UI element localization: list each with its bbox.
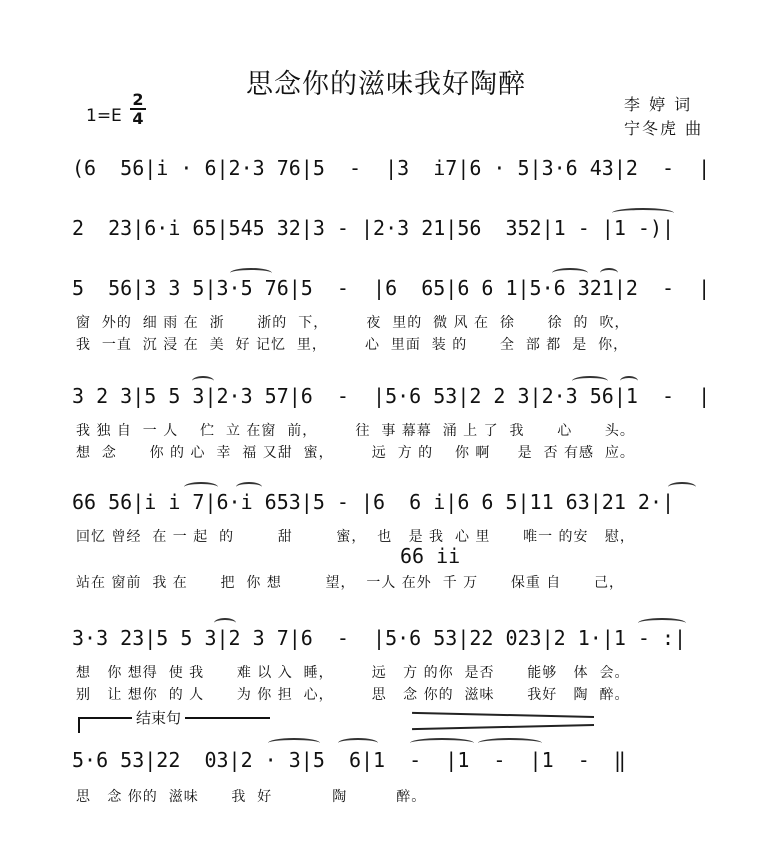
- tie-arc: [410, 738, 474, 748]
- slur-arc: [338, 738, 378, 748]
- lyric-verse-1: 我 独 自 一 人 伫 立 在窗 前， 往 事 幕幕 涌 上 了 我 心 头。: [76, 423, 635, 439]
- lyric-verse-2: 站在 窗前 我 在 把 你 想 望， 一人 在外 千 万 保重 自 己，: [76, 575, 625, 591]
- notation: 3 2 3|5 5 3|2·3 57|6 - |5·6 53|2 2 3|2·3 56|1 - |: [72, 384, 711, 408]
- lyric-verse-1: 窗 外的 细 雨 在 浙 浙的 下， 夜 里的 微 风 在 徐 徐 的 吹，: [76, 315, 630, 331]
- slur-arc: [268, 738, 320, 748]
- time-numerator: 2: [132, 90, 144, 109]
- song-title: 思念你的滋味我好陶醉: [246, 69, 526, 100]
- alternate-notation: 66 ii: [400, 544, 461, 568]
- composer-credit: 宁冬虎 曲: [624, 119, 704, 138]
- time-denominator: 4: [132, 109, 144, 128]
- lyric-verse-2: 想 念 你 的 心 幸 福 又甜 蜜， 远 方 的 你 啊 是 否 有感 应。: [76, 445, 635, 461]
- lyricist-credit: 李 婷 词: [624, 95, 693, 114]
- lyric-verse-2: 我 一直 沉 浸 在 美 好 记忆 里， 心 里面 装 的 全 部 都 是 你，: [76, 337, 629, 353]
- lyric-verse-1: 回忆 曾经 在 一 起 的 甜 蜜， 也 是 我 心 里 唯一 的安 慰，: [76, 529, 635, 545]
- notation: 2 23|6·i 65|545 32|3 - |2·3 21|56 352|1 - |1 -)|: [72, 216, 675, 240]
- notation: (6 56|i · 6|2·3 76|5 - |3 i7|6 · 5|3·6 43|2 - |: [72, 156, 711, 180]
- notation: 66 56|i i 7|6·i 653|5 - |6 6 i|6 6 5|11 63|21 2·|: [72, 490, 675, 514]
- lyric-verse-2: 别 让 想你 的 人 为 你 担 心， 思 念 你的 滋味 我好 陶 醉。: [76, 687, 630, 703]
- key-signature: 1=E: [86, 106, 122, 126]
- tie-arc: [478, 738, 542, 748]
- time-signature: [130, 92, 146, 126]
- lyric-ending: 思 念 你的 滋味 我 好 陶 醉。: [76, 789, 427, 805]
- notation: 5·6 53|22 03|2 · 3|5 6|1 - |1 - |1 - ‖: [72, 748, 626, 772]
- notation: 5 56|3 3 5|3·5 76|5 - |6 65|6 6 1|5·6 321|2 - |: [72, 276, 711, 300]
- ending-label: 结束句: [132, 707, 185, 728]
- notation: 3·3 23|5 5 3|2 3 7|6 - |5·6 53|22 023|2 1·|1 - :|: [72, 626, 687, 650]
- lyric-verse-1: 想 你 想得 使 我 难 以 入 睡， 远 方 的你 是否 能够 体 会。: [76, 665, 630, 681]
